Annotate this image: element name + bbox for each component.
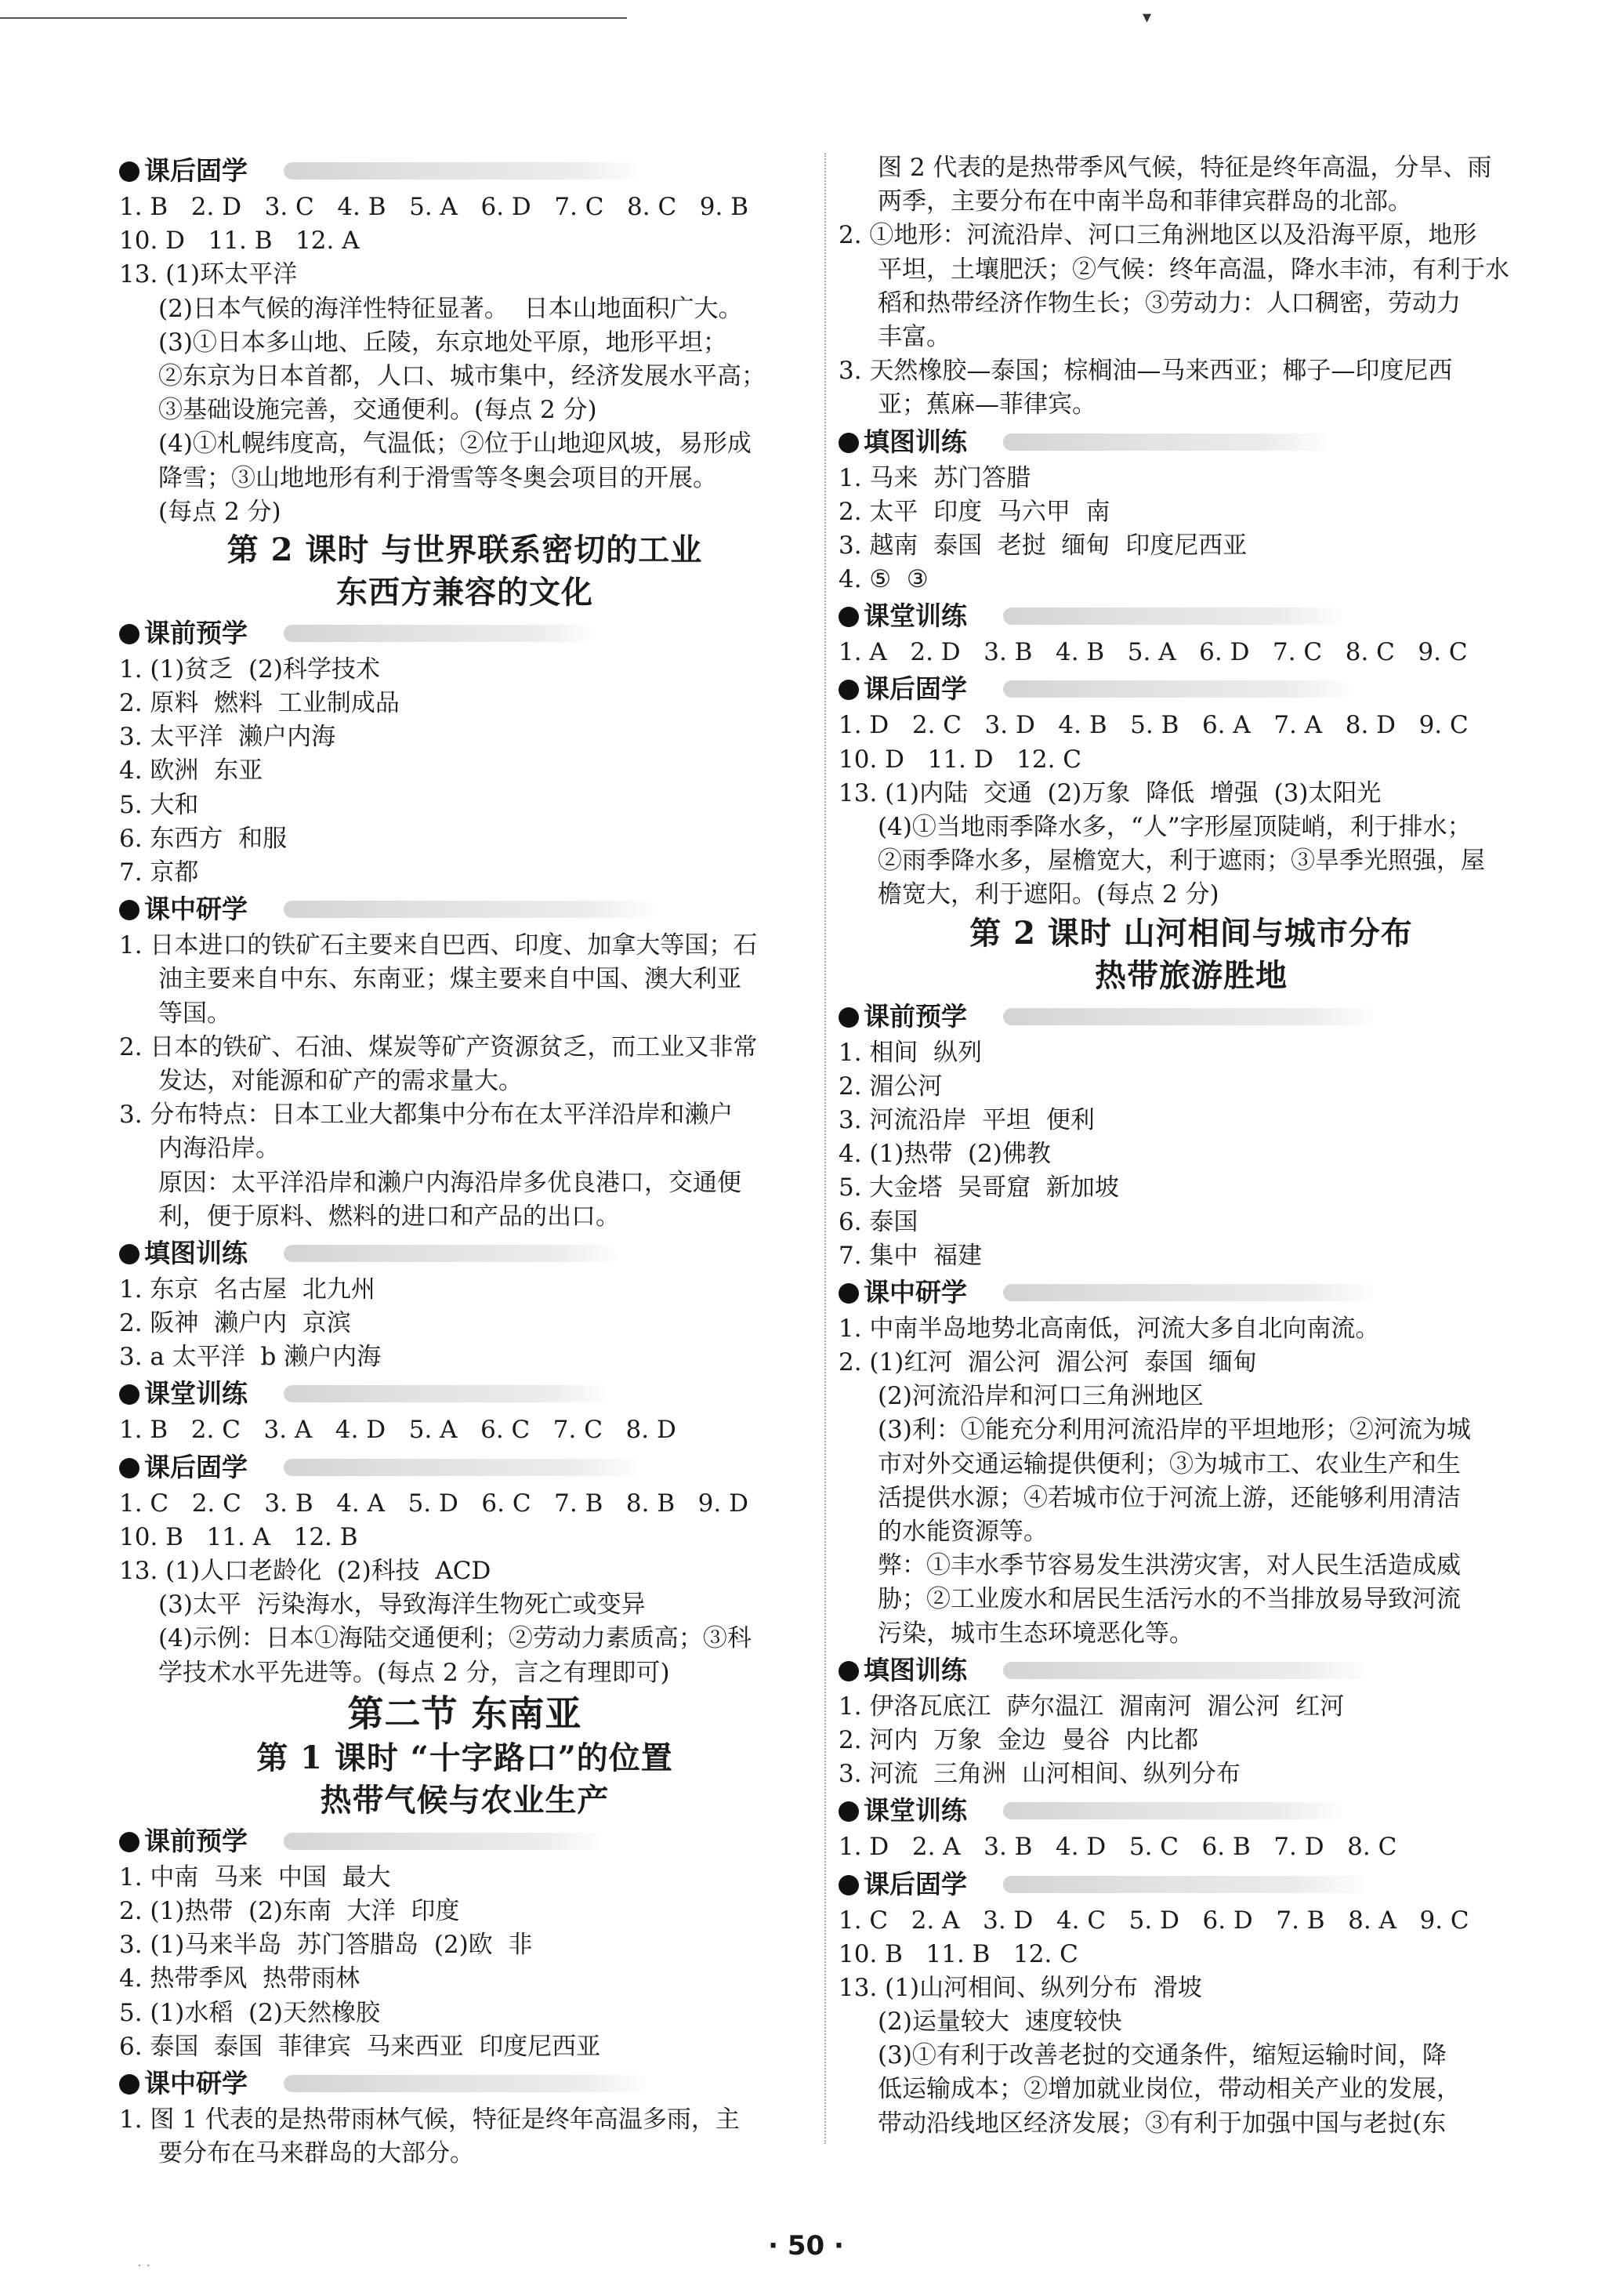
answer-line: 市对外交通运输提供便利；③为城市工、农业生产和生: [878, 1449, 1461, 1478]
answer-line: 发达，对能源和矿产的需求量大。: [158, 1066, 523, 1095]
answer-line: 1. 图 1 代表的是热带雨林气候，特征是终年高温多雨，主: [119, 2105, 740, 2134]
answer-line: 3. 越南 泰国 老挝 缅甸 印度尼西亚: [839, 531, 1248, 560]
answer-line: 1. (1)贫乏 (2)科学技术: [119, 655, 380, 684]
answer-line: (3)①有利于改善老挝的交通条件，缩短运输时间，降: [878, 2041, 1447, 2070]
answer-line: 5. 大金塔 吴哥窟 新加坡: [839, 1173, 1119, 1202]
section-heading: 填图训练: [839, 1651, 1544, 1690]
answer-line: ③基础设施完善，交通便利。(每点 2 分): [158, 396, 597, 425]
section-heading: 课前预学: [119, 614, 810, 653]
bullet-icon: [119, 1384, 139, 1405]
bullet-icon: [839, 1007, 859, 1028]
section-heading: 课后固学: [839, 1865, 1544, 1904]
answer-line: (3)①日本多山地、丘陵，东京地处平原，地形平坦；: [158, 328, 727, 357]
answer-line: 2. 日本的铁矿、石油、煤炭等矿产资源贫乏，而工业又非常: [119, 1032, 758, 1061]
answer-line: (4)示例：日本①海陆交通便利；②劳动力素质高；③科: [158, 1624, 752, 1653]
section-heading: 课中研学: [119, 2064, 810, 2103]
answer-line: 1. A 2. D 3. B 4. B 5. A 6. D 7. C 8. C 9. C: [839, 638, 1468, 667]
answer-line: 稻和热带经济作物生长；③劳动力：人口稠密，劳动力: [878, 288, 1461, 317]
top-rule: [0, 17, 627, 19]
answer-line: 3. 分布特点：日本工业大都集中分布在太平洋沿岸和濑户: [119, 1101, 734, 1130]
lesson-subtitle: 热带旅游胜地: [1095, 956, 1288, 994]
section-heading: 课后固学: [119, 1448, 810, 1487]
answer-line: 2. 太平 印度 马六甲 南: [839, 497, 1110, 526]
answer-line: 降雪；③山地地形有利于滑雪等冬奥会项目的开展。: [158, 463, 717, 492]
section-heading: 填图训练: [839, 423, 1544, 462]
column-divider: [824, 153, 826, 2144]
answer-line: 2. ①地形：河流沿岸、河口三角洲地区以及沿海平原，地形: [839, 221, 1477, 250]
section-heading: 课后固学: [119, 151, 810, 190]
lesson-title: 第 1 课时 “十字路口”的位置: [256, 1739, 673, 1776]
section-heading: 课前预学: [119, 1822, 810, 1861]
answer-line: 6. 东西方 和服: [119, 824, 288, 853]
answer-line: 4. ⑤ ③: [839, 565, 929, 594]
answer-line: (2)运量较大 速度较快: [878, 2008, 1122, 2037]
scan-speck: · ·: [137, 2258, 151, 2274]
answer-line: 1. 相间 纵列: [839, 1038, 983, 1067]
answer-line: 油主要来自中东、东南亚；煤主要来自中国、澳大利亚: [158, 965, 741, 994]
answer-line: 13. (1)人口老龄化 (2)科技 ACD: [119, 1557, 491, 1585]
answer-line: 10. B 11. B 12. C: [839, 1939, 1078, 1968]
bullet-icon: [839, 433, 859, 453]
section-heading: 课堂训练: [119, 1374, 810, 1413]
answer-line: 1. 中南半岛地势北高南低，河流大多自北向南流。: [839, 1314, 1380, 1343]
answer-line: 1. C 2. C 3. B 4. A 5. D 6. C 7. B 8. B 9. D: [119, 1489, 748, 1518]
left-column: [119, 151, 810, 2171]
answer-line: (4)①札幌纬度高，气温低；②位于山地迎风坡，易形成: [158, 430, 752, 459]
answer-line: 1. B 2. D 3. C 4. B 5. A 6. D 7. C 8. C 9. B: [119, 193, 748, 221]
answer-line: 6. 泰国 泰国 菲律宾 马来西亚 印度尼西亚: [119, 2032, 601, 2061]
answer-line: 内海沿岸。: [158, 1134, 280, 1163]
bullet-icon: [119, 2074, 139, 2095]
answer-line: 3. 天然橡胶—泰国；棕榈油—马来西亚；椰子—印度尼西: [839, 357, 1453, 386]
bullet-icon: [839, 1801, 859, 1822]
bullet-icon: [119, 624, 139, 644]
answer-line: 带动沿线地区经济发展；③有利于加强中国与老挝(东: [878, 2109, 1447, 2138]
lesson-subtitle: 东西方兼容的文化: [336, 573, 593, 611]
section-heading: 课中研学: [119, 890, 810, 929]
answer-line: (2)日本气候的海洋性特征显著。 日本山地面积广大。: [158, 294, 743, 323]
answer-line: 2. 阪神 濑户内 京滨: [119, 1309, 351, 1338]
bullet-icon: [119, 1832, 139, 1852]
section-heading: 填图训练: [119, 1234, 810, 1273]
answer-line: 胁；②工业废水和居民生活污水的不当排放易导致河流: [878, 1585, 1461, 1614]
answer-line: 2. 湄公河: [839, 1072, 943, 1101]
answer-line: 3. (1)马来半岛 苏门答腊岛 (2)欧 非: [119, 1931, 533, 1960]
bullet-icon: [839, 1661, 859, 1681]
answer-line: 1. 日本进口的铁矿石主要来自巴西、印度、加拿大等国；石: [119, 931, 758, 960]
bullet-icon: [119, 1458, 139, 1478]
lesson-title: 第 2 课时 山河相间与城市分布: [969, 914, 1413, 952]
answer-line: 1. D 2. C 3. D 4. B 5. B 6. A 7. A 8. D 9. C: [839, 711, 1469, 740]
answer-line: 2. (1)热带 (2)东南 大洋 印度: [119, 1896, 460, 1925]
answer-line: 等国。: [158, 999, 231, 1028]
answer-line: 污染，城市生态环境恶化等。: [878, 1619, 1194, 1648]
answer-line: 7. 集中 福建: [839, 1241, 983, 1270]
answer-line: (3)太平 污染海水，导致海洋生物死亡或变异: [158, 1591, 646, 1620]
answer-line: 3. 太平洋 濑户内海: [119, 723, 336, 752]
answer-line: 1. 伊洛瓦底江 萨尔温江 湄南河 湄公河 红河: [839, 1692, 1345, 1721]
answer-line: 1. 东京 名古屋 北九州: [119, 1275, 375, 1304]
answer-line: (3)利：①能充分利用河流沿岸的平坦地形；②河流为城: [878, 1416, 1471, 1445]
bullet-icon: [839, 1283, 859, 1304]
answer-line: 7. 京都: [119, 858, 199, 887]
lesson-subtitle: 热带气候与农业生产: [320, 1781, 610, 1819]
section-heading: 课中研学: [839, 1273, 1544, 1312]
answer-line: 3. 河流沿岸 平坦 便利: [839, 1105, 1095, 1134]
answer-line: 2. (1)红河 湄公河 湄公河 泰国 缅甸: [839, 1348, 1258, 1377]
answer-line: 活提供水源；④若城市位于河流上游，还能够利用清洁: [878, 1483, 1461, 1512]
section-title: 第二节 东南亚: [347, 1692, 582, 1735]
section-heading: 课堂训练: [839, 1791, 1544, 1830]
answer-line: 檐宽大，利于遮阳。(每点 2 分): [878, 880, 1219, 909]
answer-line: 3. 河流 三角洲 山河相间、纵列分布: [839, 1760, 1241, 1789]
answer-line: 10. B 11. A 12. B: [119, 1522, 358, 1551]
answer-line: (4)①当地雨季降水多，“人”字形屋顶陡峭，利于排水；: [878, 813, 1472, 841]
corner-arrow-icon: ▾: [1143, 8, 1152, 27]
section-heading: 课堂训练: [839, 597, 1544, 636]
answer-line: ②雨季降水多，屋檐宽大，利于遮雨；③旱季光照强，屋: [878, 847, 1485, 876]
bullet-icon: [839, 607, 859, 627]
answer-line: 3. a 太平洋 b 濑户内海: [119, 1343, 382, 1372]
answer-line: 6. 泰国: [839, 1207, 918, 1236]
section-heading: 课后固学: [839, 669, 1544, 709]
answer-line: 13. (1)环太平洋: [119, 260, 298, 289]
answer-line: 13. (1)山河相间、纵列分布 滑坡: [839, 1973, 1202, 2002]
answer-line: 5. 大和: [119, 790, 199, 819]
bullet-icon: [119, 161, 139, 182]
answer-line: 原因：太平洋沿岸和濑户内海沿岸多优良港口，交通便: [158, 1168, 741, 1197]
answer-line: 的水能资源等。: [878, 1518, 1048, 1546]
answer-line: 4. 热带季风 热带雨林: [119, 1964, 360, 1993]
section-heading: 课前预学: [839, 997, 1544, 1036]
lesson-title: 第 2 课时 与世界联系密切的工业: [226, 531, 703, 568]
answer-line: 平坦，土壤肥沃；②气候：终年高温，降水丰沛，有利于水: [878, 255, 1509, 284]
bullet-icon: [119, 1244, 139, 1264]
answer-line: ②东京为日本首都，人口、城市集中，经济发展水平高；: [158, 361, 766, 390]
bullet-icon: [839, 680, 859, 700]
answer-line: 要分布在马来群岛的大部分。: [158, 2139, 474, 2168]
answer-line: 两季，主要分布在中南半岛和菲律宾群岛的北部。: [878, 187, 1412, 216]
answer-line: 低运输成本；②增加就业岗位，带动相关产业的发展，: [878, 2075, 1461, 2104]
answer-line: 图 2 代表的是热带季风气候，特征是终年高温，分旱、雨: [878, 154, 1492, 182]
bullet-icon: [839, 1875, 859, 1895]
answer-line: (2)河流沿岸和河口三角洲地区: [878, 1382, 1204, 1411]
bullet-icon: [119, 900, 139, 920]
answer-line: 亚；蕉麻—菲律宾。: [878, 390, 1096, 419]
answer-line: 1. C 2. A 3. D 4. C 5. D 6. D 7. B 8. A 9. C: [839, 1906, 1469, 1935]
right-column: [839, 151, 1544, 2141]
answer-line: 弊：①丰水季节容易发生洪涝灾害，对人民生活造成威: [878, 1551, 1461, 1580]
answer-line: 学技术水平先进等。(每点 2 分，言之有理即可): [158, 1658, 670, 1687]
answer-line: 10. D 11. B 12. A: [119, 227, 360, 256]
answer-line: (每点 2 分): [158, 497, 281, 526]
answer-line: 1. B 2. C 3. A 4. D 5. A 6. C 7. C 8. D: [119, 1416, 676, 1445]
answer-line: 1. 中南 马来 中国 最大: [119, 1863, 391, 1892]
page-number: · 50 ·: [768, 2230, 844, 2262]
answer-line: 2. 原料 燃料 工业制成品: [119, 689, 400, 718]
answer-line: 4. (1)热带 (2)佛教: [839, 1140, 1051, 1169]
answer-line: 利，便于原料、燃料的进口和产品的出口。: [158, 1202, 620, 1231]
answer-line: 1. D 2. A 3. B 4. D 5. C 6. B 7. D 8. C: [839, 1833, 1397, 1862]
answer-line: 5. (1)水稻 (2)天然橡胶: [119, 1998, 380, 2027]
answer-line: 丰富。: [878, 322, 951, 351]
answer-line: 10. D 11. D 12. C: [839, 745, 1082, 774]
answer-line: 13. (1)内陆 交通 (2)万象 降低 增强 (3)太阳光: [839, 778, 1382, 807]
answer-line: 4. 欧洲 东亚: [119, 756, 263, 785]
answer-line: 2. 河内 万象 金边 曼谷 内比都: [839, 1725, 1199, 1754]
answer-line: 1. 马来 苏门答腊: [839, 463, 1031, 492]
